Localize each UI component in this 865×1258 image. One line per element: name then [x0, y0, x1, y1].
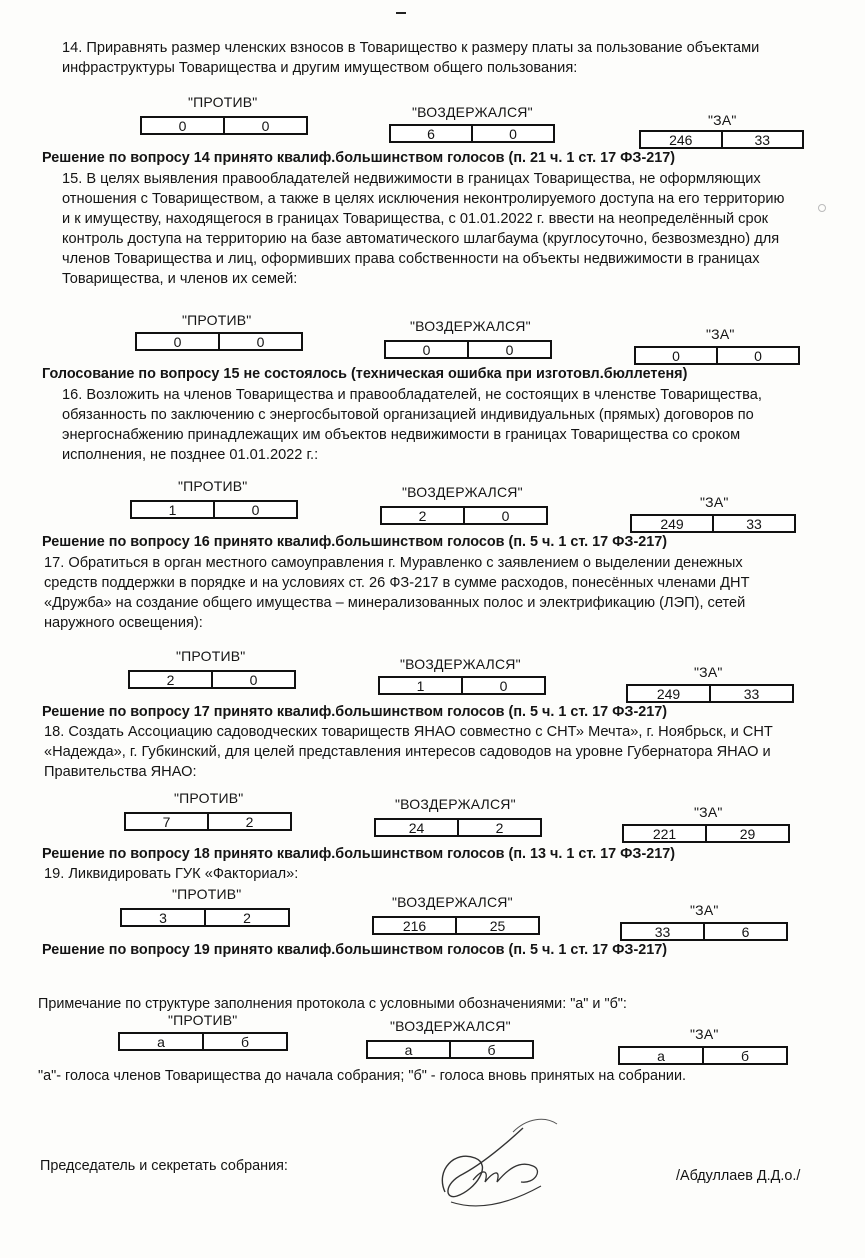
- q18-against-label: "ПРОТИВ": [174, 790, 244, 806]
- q17-for-a: 249: [656, 686, 681, 702]
- q17-abstain-a: 1: [416, 678, 425, 694]
- q17-against-a: 2: [166, 672, 175, 688]
- q18-abstain-box: [374, 818, 542, 837]
- q19-against-label: "ПРОТИВ": [172, 886, 242, 902]
- note-abstain-a: а: [404, 1042, 413, 1058]
- note-abstain-box: [366, 1040, 534, 1059]
- handwritten-signature: [415, 1110, 565, 1220]
- question-15-text: 15. В целях выявления правообладателей недвижимости в границах Товарищества, не оформляющих отношения с Товариществом, а также в целях исключения неконтролируемого доступа на его территорию и к имуществу, находящегося в границах Товарищества, с 01.01.2022 г. ввести на неопределённый срок контроль доступа на территорию на базе автоматического шлагбаума (круглосуточно, безвозмездно) для членов Товарищества и лиц, оформивших права собственности на объекты недвижимости в границах Товарищества, и членов их семей:: [62, 171, 785, 287]
- q16-against-a: 1: [168, 502, 177, 518]
- q16-against-label: "ПРОТИВ": [178, 478, 248, 494]
- q14-for-box: [639, 130, 804, 149]
- note-for-a: а: [657, 1048, 665, 1064]
- q17-abstain-label: "ВОЗДЕРЖАЛСЯ": [400, 656, 521, 672]
- q19-against-box: [120, 908, 290, 927]
- scan-mark: [818, 204, 826, 212]
- q18-for-box: [622, 824, 790, 843]
- q18-for-a: 221: [652, 826, 677, 842]
- q18-for-b: 29: [705, 826, 788, 841]
- q16-for-a: 249: [660, 516, 684, 532]
- q15-against-box: [135, 332, 303, 351]
- q17-decision: Решение по вопросу 17 принято квалиф.большинством голосов (п. 5 ч. 1 ст. 17 ФЗ-217): [42, 704, 668, 720]
- q16-for-label: "ЗА": [700, 494, 729, 510]
- note-abstain-b: б: [449, 1042, 532, 1057]
- q15-abstain-label: "ВОЗДЕРЖАЛСЯ": [410, 318, 531, 334]
- q16-abstain-box: [380, 506, 548, 525]
- q19-for-a: 33: [654, 924, 671, 940]
- q14-against-b: 0: [223, 118, 306, 133]
- q17-against-b: 0: [211, 672, 294, 687]
- q16-for-box: [630, 514, 796, 533]
- q16-decision: Решение по вопросу 16 принято квалиф.большинством голосов (п. 5 ч. 1 ст. 17 ФЗ-217): [42, 534, 668, 550]
- q19-against-a: 3: [159, 910, 167, 926]
- q15-for-b: 0: [716, 348, 798, 363]
- q15-against-label: "ПРОТИВ": [182, 312, 252, 328]
- q16-against-box: [130, 500, 298, 519]
- note-against-box: [118, 1032, 288, 1051]
- q14-against-a: 0: [178, 118, 187, 134]
- q16-for-b: 33: [712, 516, 794, 531]
- q15-against-b: 0: [218, 334, 301, 349]
- q15-abstain-box: [384, 340, 552, 359]
- note-for-label: "ЗА": [690, 1026, 719, 1042]
- q14-abstain-label: "ВОЗДЕРЖАЛСЯ": [412, 104, 533, 120]
- q17-for-label: "ЗА": [694, 664, 723, 680]
- note-for-box: [618, 1046, 788, 1065]
- q19-decision: Решение по вопросу 19 принято квалиф.большинством голосов (п. 5 ч. 1 ст. 17 ФЗ-217): [42, 942, 668, 958]
- question-16-text: 16. Возложить на членов Товарищества и правообладателей, не состоящих в членстве Товарищества, обязанность по заключению с энергосбытовой организацией индивидуальных (прямых) договоров по энергоснабжению принадлежащих им объектов недвижимости в границах Товарищества со сроком исполнения, не позднее 01.01.2022 г.:: [62, 387, 762, 463]
- q15-for-label: "ЗА": [706, 326, 735, 342]
- q19-for-label: "ЗА": [690, 902, 719, 918]
- q16-against-b: 0: [213, 502, 296, 517]
- q19-abstain-b: 25: [455, 918, 538, 933]
- q19-against-b: 2: [204, 910, 288, 925]
- q16-abstain-a: 2: [418, 508, 427, 524]
- q14-for-a: 246: [669, 132, 693, 148]
- note-legend: "а"- голоса членов Товарищества до начала собрания; "б" - голоса вновь принятых на собрании.: [38, 1068, 686, 1084]
- q18-decision: Решение по вопросу 18 принято квалиф.большинством голосов (п. 13 ч. 1 ст. 17 ФЗ-217): [42, 846, 676, 862]
- question-19-text: 19. Ликвидировать ГУК «Факториал»:: [44, 866, 299, 882]
- q15-for-box: [634, 346, 800, 365]
- q17-abstain-b: 0: [461, 678, 544, 693]
- note-abstain-label: "ВОЗДЕРЖАЛСЯ": [390, 1018, 511, 1034]
- q14-against-box: [140, 116, 308, 135]
- q14-for-label: "ЗА": [708, 112, 737, 128]
- note-against-b: б: [202, 1034, 286, 1049]
- q19-abstain-label: "ВОЗДЕРЖАЛСЯ": [392, 894, 513, 910]
- q17-for-box: [626, 684, 794, 703]
- note-for-b: б: [702, 1048, 786, 1063]
- signer-name: /Абдуллаев Д.Д.о./: [676, 1168, 801, 1184]
- q18-against-box: [124, 812, 292, 831]
- q16-abstain-label: "ВОЗДЕРЖАЛСЯ": [402, 484, 523, 500]
- q18-against-a: 7: [162, 814, 171, 830]
- question-17-text: 17. Обратиться в орган местного самоуправления г. Муравленко с заявлением о выделении денежных средств поддержки в порядке и на условиях ст. 26 ФЗ-217 в сумме расходов, понесённых членами ДНТ «Дружба» на создание общего имущества – минерализованных полос и электрификацию (ЛЭП), сетей наружного освещения):: [44, 555, 750, 631]
- q14-for-b: 33: [721, 132, 803, 147]
- q19-abstain-box: [372, 916, 540, 935]
- question-18-text: 18. Создать Ассоциацию садоводческих товариществ ЯНАО совместно с СНТ» Мечта», г. Ноябрьск, и СНТ «Надежда», г. Губкинский, для целей представления интересов садоводов на уровне Губернатора ЯНАО и Правительства ЯНАО:: [44, 724, 773, 780]
- q17-abstain-box: [378, 676, 546, 695]
- q17-against-label: "ПРОТИВ": [176, 648, 246, 664]
- q18-against-b: 2: [207, 814, 290, 829]
- q15-for-a: 0: [672, 348, 680, 364]
- q15-abstain-b: 0: [467, 342, 550, 357]
- q18-abstain-a: 24: [408, 820, 425, 836]
- q18-abstain-label: "ВОЗДЕРЖАЛСЯ": [395, 796, 516, 812]
- q15-decision: Голосование по вопросу 15 не состоялось (техническая ошибка при изготовл.бюллетеня): [42, 366, 688, 382]
- q19-for-box: [620, 922, 788, 941]
- q18-abstain-b: 2: [457, 820, 540, 835]
- q15-against-a: 0: [173, 334, 182, 350]
- header-dash: [396, 12, 406, 14]
- q14-abstain-a: 6: [427, 126, 435, 142]
- note-against-label: "ПРОТИВ": [168, 1012, 238, 1028]
- question-14-text: 14. Приравнять размер членских взносов в Товарищество к размеру платы за пользование объектами инфраструктуры Товарищества и другим имуществом общего пользования:: [62, 40, 760, 76]
- note-text: Примечание по структуре заполнения протокола с условными обозначениями: "а" и "б":: [38, 996, 627, 1012]
- q14-abstain-b: 0: [471, 126, 553, 141]
- q18-for-label: "ЗА": [694, 804, 723, 820]
- q15-abstain-a: 0: [422, 342, 431, 358]
- q16-abstain-b: 0: [463, 508, 546, 523]
- q14-against-label: "ПРОТИВ": [188, 94, 258, 110]
- note-against-a: а: [157, 1034, 165, 1050]
- q17-for-b: 33: [709, 686, 792, 701]
- q19-for-b: 6: [703, 924, 786, 939]
- q19-abstain-a: 216: [402, 918, 427, 934]
- signature-role: Председатель и секретать собрания:: [40, 1158, 288, 1174]
- q17-against-box: [128, 670, 296, 689]
- q14-abstain-box: [389, 124, 555, 143]
- q14-decision: Решение по вопросу 14 принято квалиф.большинством голосов (п. 21 ч. 1 ст. 17 ФЗ-217): [42, 150, 676, 166]
